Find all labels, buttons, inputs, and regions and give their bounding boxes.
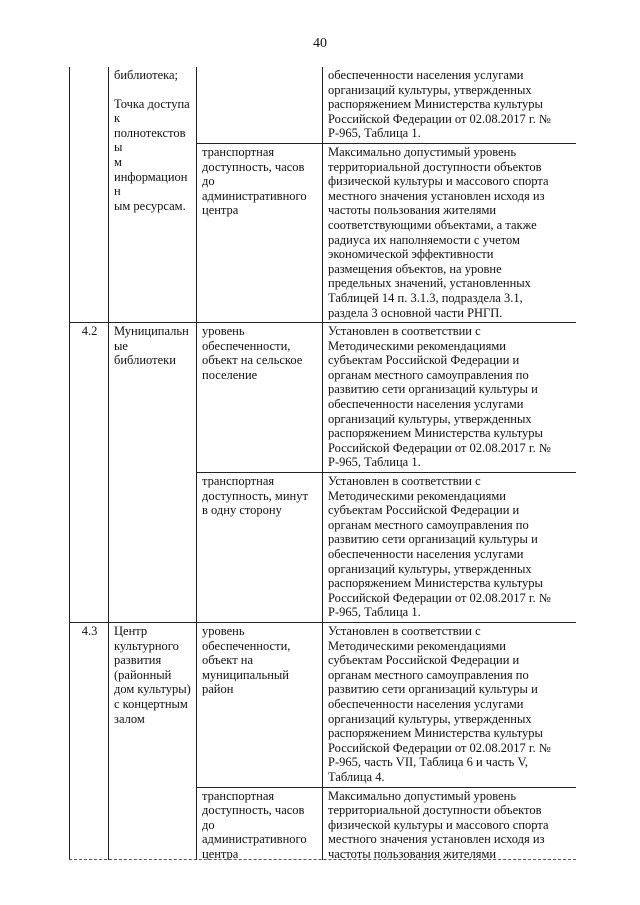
- cell-text-line: обеспеченности населения услугами: [328, 68, 524, 82]
- cell-text-line: Установлен в соответствии с: [328, 324, 481, 339]
- cell-text-line: Российской Федерации от 02.08.2017 г. №: [328, 590, 551, 605]
- cell-text-line: раздела 3 основной части РНГП.: [328, 305, 503, 320]
- cell-text-line: административного: [202, 832, 307, 847]
- cell-text-line: Таблицей 14 п. 3.1.3, подраздела 3.1,: [328, 290, 523, 305]
- cell-text-line: доступность, часов: [202, 803, 305, 818]
- cell-text-line: Максимально допустимый уровень: [328, 788, 517, 803]
- cell-text-line: библиотека;: [114, 68, 179, 82]
- cell-text-line: развитию сети организаций культуры и: [328, 532, 538, 547]
- cell-text-line: развитию сети организаций культуры и: [328, 382, 538, 397]
- cell-text-line: м: [114, 154, 122, 169]
- row-number-cell: 4.2: [70, 323, 109, 623]
- cell-text-line: обеспеченности населения услугами: [328, 397, 524, 412]
- value-cell: [323, 323, 577, 473]
- value-cell: [323, 143, 577, 322]
- cell-text-line: в одну сторону: [202, 503, 282, 518]
- cell-text-line: органам местного самоуправления по: [328, 517, 529, 532]
- cell-text-line: Р-965, Таблица 1.: [328, 605, 421, 620]
- cell-text-line: соответствующими объектами, а также: [328, 217, 537, 232]
- value-cell: [323, 67, 577, 143]
- page-number: 40: [313, 36, 327, 51]
- cell-text-line: объект на сельское: [202, 353, 303, 368]
- cell-text-line: Р-965, Таблица 1.: [328, 126, 421, 141]
- cell-text-line: до: [202, 817, 215, 832]
- cell-text-line: район: [202, 682, 234, 697]
- cell-text-line: полнотекстовы: [114, 125, 186, 155]
- cell-text-line: муниципальный: [202, 667, 289, 682]
- indicator-cell: [197, 323, 323, 473]
- cell-text-line: территориальной доступности объектов: [328, 159, 542, 174]
- value-cell: [323, 787, 577, 860]
- page-cut-line: [69, 859, 576, 860]
- cell-text-line: центра: [202, 846, 239, 860]
- cell-text-line: субъектам Российской Федерации и: [328, 503, 520, 518]
- cell-text-line: Российской Федерации от 02.08.2017 г. №: [328, 111, 551, 126]
- table-row: [70, 67, 577, 143]
- cell-text-line: транспортная: [202, 788, 275, 803]
- facility-name-cell: [109, 67, 197, 323]
- cell-text-line: транспортная: [202, 474, 275, 489]
- cell-text-line: ым ресурсам.: [114, 198, 186, 213]
- cell-text-line: Таблица 4.: [328, 769, 385, 784]
- cell-text-line: органам местного самоуправления по: [328, 667, 529, 682]
- cell-text-line: территориальной доступности объектов: [328, 803, 542, 818]
- cell-text-line: обеспеченности,: [202, 638, 291, 653]
- cell-text-line: культурного: [114, 638, 179, 653]
- cell-text-line: Методическими рекомендациями: [328, 338, 506, 353]
- cell-text-line: библиотеки: [114, 353, 176, 368]
- cell-text-line: развития: [114, 653, 162, 668]
- cell-text-line: поселение: [202, 367, 258, 382]
- cell-text-line: Методическими рекомендациями: [328, 488, 506, 503]
- cell-text-line: организаций культуры, утвержденных: [328, 711, 532, 726]
- cell-text-line: организаций культуры, утвержденных: [328, 411, 532, 426]
- cell-text-line: с концертным: [114, 696, 188, 711]
- cell-text-line: субъектам Российской Федерации и: [328, 353, 520, 368]
- cell-text-line: обеспеченности населения услугами: [328, 696, 524, 711]
- cell-text-line: уровень: [202, 623, 245, 638]
- cell-text-line: информационн: [114, 169, 188, 199]
- cell-text-line: местного значения установлен исходя из: [328, 188, 545, 203]
- facility-name-cell: [109, 622, 197, 860]
- facility-name-cell: [109, 323, 197, 623]
- cell-text-line: Р-965, Таблица 1.: [328, 455, 421, 470]
- standards-table: [69, 67, 576, 860]
- indicator-cell: [197, 622, 323, 787]
- cell-text-line: уровень: [202, 324, 245, 339]
- cell-text-line: развитию сети организаций культуры и: [328, 682, 538, 697]
- cell-text-line: ые: [114, 338, 128, 353]
- cell-text-line: распоряжением Министерства культуры: [328, 726, 543, 741]
- cell-text-line: доступность, минут: [202, 488, 308, 503]
- indicator-cell: [197, 787, 323, 860]
- table-row: [70, 323, 577, 473]
- cell-text-line: Российской Федерации от 02.08.2017 г. №: [328, 440, 551, 455]
- cell-text-line: местного значения установлен исходя из: [328, 832, 545, 847]
- cell-text-line: Установлен в соответствии с: [328, 474, 481, 489]
- cell-text-line: [114, 83, 192, 97]
- cell-text-line: экономической эффективности: [328, 247, 494, 262]
- cell-text-line: органам местного самоуправления по: [328, 367, 529, 382]
- cell-text-line: Центр: [114, 623, 148, 638]
- cell-text-line: распоряжением Министерства культуры: [328, 426, 543, 441]
- cell-text-line: Методическими рекомендациями: [328, 638, 506, 653]
- cell-text-line: к: [114, 111, 121, 126]
- cell-text-line: Точка доступа: [114, 96, 190, 111]
- cell-text-line: обеспеченности населения услугами: [328, 547, 524, 561]
- cell-text-line: распоряжением Министерства культуры: [328, 97, 543, 112]
- cell-text-line: до: [202, 174, 215, 189]
- cell-text-line: Установлен в соответствии с: [328, 623, 481, 638]
- cell-text-line: организаций культуры, утвержденных: [328, 82, 532, 97]
- cell-text-line: обеспеченности,: [202, 338, 291, 353]
- cell-text-line: Российской Федерации от 02.08.2017 г. №: [328, 740, 551, 755]
- cell-text-line: организаций культуры, утвержденных: [328, 561, 532, 576]
- cell-text-line: частоты пользования жителями: [328, 203, 497, 218]
- cell-text-line: объект на: [202, 653, 254, 668]
- cell-text-line: Муниципальн: [114, 324, 189, 339]
- cell-text-line: размещения объектов, на уровне: [328, 261, 502, 276]
- cell-text-line: (районный: [114, 667, 172, 682]
- cell-text-line: Максимально допустимый уровень: [328, 144, 517, 159]
- cell-text-line: радиуса их наполняемости с учетом: [328, 232, 520, 247]
- cell-text-line: физической культуры и массового спорта: [328, 174, 549, 189]
- cell-text-line: доступность, часов: [202, 159, 305, 174]
- cell-text-line: распоряжением Министерства культуры: [328, 576, 543, 591]
- table-row: [70, 622, 577, 787]
- value-cell: [323, 473, 577, 623]
- cell-text-line: субъектам Российской Федерации и: [328, 653, 520, 668]
- indicator-cell: [197, 67, 323, 143]
- document-table-frame: [69, 67, 576, 860]
- cell-text-line: залом: [114, 711, 145, 726]
- value-cell: [323, 622, 577, 787]
- row-number-cell: 4.3: [70, 622, 109, 860]
- cell-text-line: частоты пользования жителями: [328, 846, 497, 860]
- row-number-cell: [70, 67, 109, 323]
- indicator-cell: [197, 473, 323, 623]
- indicator-cell: [197, 143, 323, 322]
- cell-text-line: Р-965, часть VII, Таблица 6 и часть V,: [328, 755, 528, 770]
- cell-text-line: дом культуры): [114, 682, 191, 697]
- cell-text-line: административного: [202, 188, 307, 203]
- cell-text-line: предельных значений, установленных: [328, 276, 531, 291]
- cell-text-line: транспортная: [202, 144, 275, 159]
- cell-text-line: центра: [202, 203, 239, 218]
- cell-text-line: физической культуры и массового спорта: [328, 817, 549, 832]
